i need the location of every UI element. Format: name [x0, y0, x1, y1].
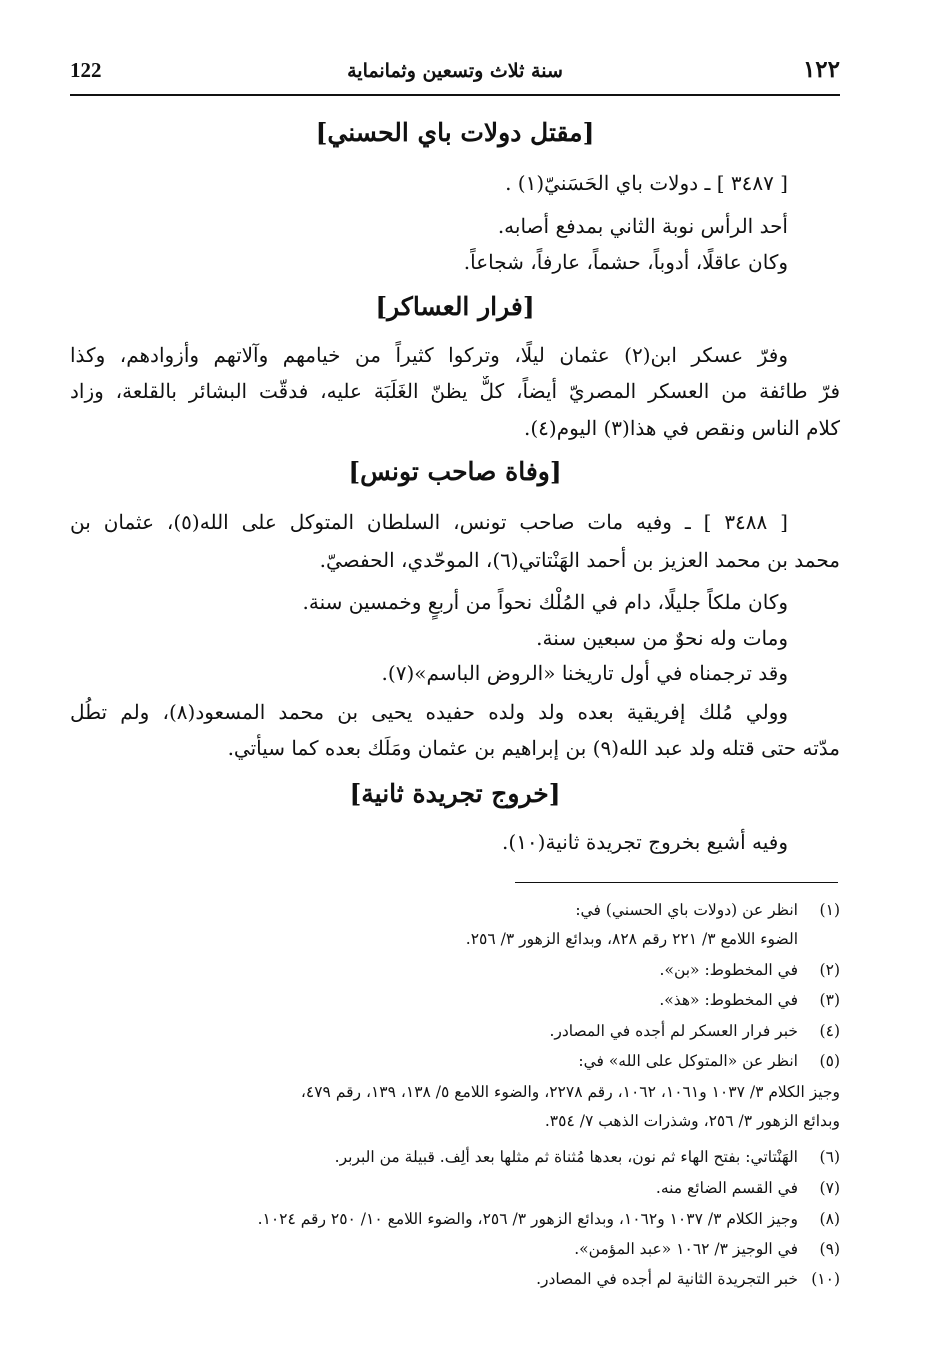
footnote-number: (٤): [819, 1022, 840, 1040]
body-line: فرّ طائفة من العسكر المصريّ أيضاً، كلٌّ يظنّ الغَلَبَة عليه، فدقّت البشائر بالقلعة، وزاد: [70, 379, 840, 403]
entry-line: [ ٣٤٨٨ ] ـ وفيه مات صاحب تونس، السلطان المتوكل على الله(٥)، عثمان بن: [70, 510, 788, 534]
footnote-continuation: وبدائع الزهور ٣/ ٢٥٦، وشذرات الذهب ٧/ ٣٥٤.: [544, 1112, 840, 1130]
footnote: [70, 1144, 840, 1170]
body-line: مدّته حتى قتله ولد عبد الله(٩) بن إبراهيم بن عثمان ومَلَك بعده كما سيأتي.: [227, 736, 840, 760]
footnote-text: خبر فرار العسكر لم أجده في المصادر.: [549, 1022, 798, 1040]
footnote-number: (٦): [819, 1148, 840, 1166]
footnote-number: (١): [819, 901, 840, 919]
body-line: محمد بن محمد العزيز بن أحمد الهَنْتاتي(٦)، الموحّدي، الحفصيّ.: [319, 548, 840, 572]
body-line: وفيه أشيع بخروج تجريدة ثانية(١٠).: [502, 830, 788, 854]
body-line: وكان ملكاً جليلًا، دام في المُلْك نحواً من أربعٍ وخمسين سنة.: [302, 590, 788, 614]
footnote: [70, 1048, 840, 1074]
footnote-continuation: الضوء اللامع ٣/ ٢٢١ رقم ٨٢٨، وبدائع الزهور ٣/ ٢٥٦.: [465, 930, 798, 948]
footnote-number: (٣): [819, 991, 840, 1009]
footnote-text: انظر عن (دولات باي الحسني) في:: [575, 901, 798, 919]
footnote-text: وجيز الكلام ٣/ ١٠٣٧ و١٠٦٢، وبدائع الزهور ٣/ ٢٥٦، والضوء اللامع ١٠/ ٢٥٠ رقم ١٠٢٤.: [257, 1210, 798, 1228]
footnote: [70, 1018, 840, 1044]
footnote-continuation: وجيز الكلام ٣/ ١٠٣٧ و١٠٦١، ١٠٦٢، رقم ٢٢٧٨، والضوء اللامع ٥/ ١٣٨، ١٣٩، رقم ٤٧٩،: [300, 1083, 840, 1101]
section-heading: [وفاة صاحب تونس]: [348, 457, 562, 486]
page-number-latin: 122: [70, 58, 102, 82]
body-line: ومات وله نحوٌ من سبعين سنة.: [536, 626, 788, 650]
footnote-number: (٩): [819, 1240, 840, 1258]
body-line: وفرّ عسكر ابن(٢) عثمان ليلًا، وتركوا كثيراً من خيامهم وآلاتهم وأزوادهم، وكذا: [70, 343, 788, 367]
footnote-number: (٧): [819, 1179, 840, 1197]
section-heading: [مقتل دولات باي الحسني]: [315, 118, 595, 147]
footnote: [70, 1236, 840, 1262]
footnote: [70, 1266, 840, 1292]
page-header: [70, 54, 840, 96]
running-title: سنة ثلاث وتسعين وثمانماية: [347, 60, 563, 82]
footnote-text: في المخطوط: «هذ».: [659, 991, 798, 1009]
footnote: [70, 1206, 840, 1232]
footnote: [70, 987, 840, 1013]
footnote: [70, 957, 840, 983]
footnote-text: في القسم الضائع منه.: [655, 1179, 798, 1197]
body-line: أحد الرأس نوبة الثاني بمدفع أصابه.: [497, 214, 788, 238]
entry-line: [ ٣٤٨٧ ] ـ دولات باي الحَسَنيّ(١) .: [505, 171, 788, 195]
footnote-text: انظر عن «المتوكل على الله» في:: [578, 1052, 798, 1070]
section-heading: [خروج تجريدة ثانية]: [349, 779, 561, 808]
footnote-number: (١٠): [811, 1270, 840, 1288]
footnote-number: (٥): [819, 1052, 840, 1070]
body-line: وقد ترجمناه في أول تاريخنا «الروض الباسم»(٧).: [381, 661, 788, 685]
footnote-text: الهَنْتاتي: بفتح الهاء ثم نون، بعدها مُثناة ثم مثلها بعد ألِف. قبيلة من البربر.: [334, 1148, 798, 1166]
footnote-number: (٢): [819, 961, 840, 979]
footnote-text: خبر التجريدة الثانية لم أجده في المصادر.: [536, 1270, 798, 1288]
body-line: كلام الناس ونقص في هذا(٣) اليوم(٤).: [524, 416, 840, 440]
footnote-text: في المخطوط: «بن».: [659, 961, 798, 979]
section-heading: [فرار العساكر]: [375, 292, 535, 321]
footnote-separator: [515, 882, 838, 883]
footnote: [70, 897, 840, 923]
body-line: وكان عاقلًا، أدوباً، حشماً، عارفاً، شجاعاً.: [463, 250, 788, 274]
page-number-arabic: ١٢٢: [802, 56, 840, 83]
footnote: [70, 1175, 840, 1201]
footnote-number: (٨): [819, 1210, 840, 1228]
footnote-text: في الوجيز ٣/ ١٠٦٢ «عبد المؤمن».: [574, 1240, 798, 1258]
body-line: وولي مُلك إفريقية بعده ولد ولده حفيده يحيى بن محمد المسعود(٨)، ولم تطُل: [70, 700, 789, 724]
